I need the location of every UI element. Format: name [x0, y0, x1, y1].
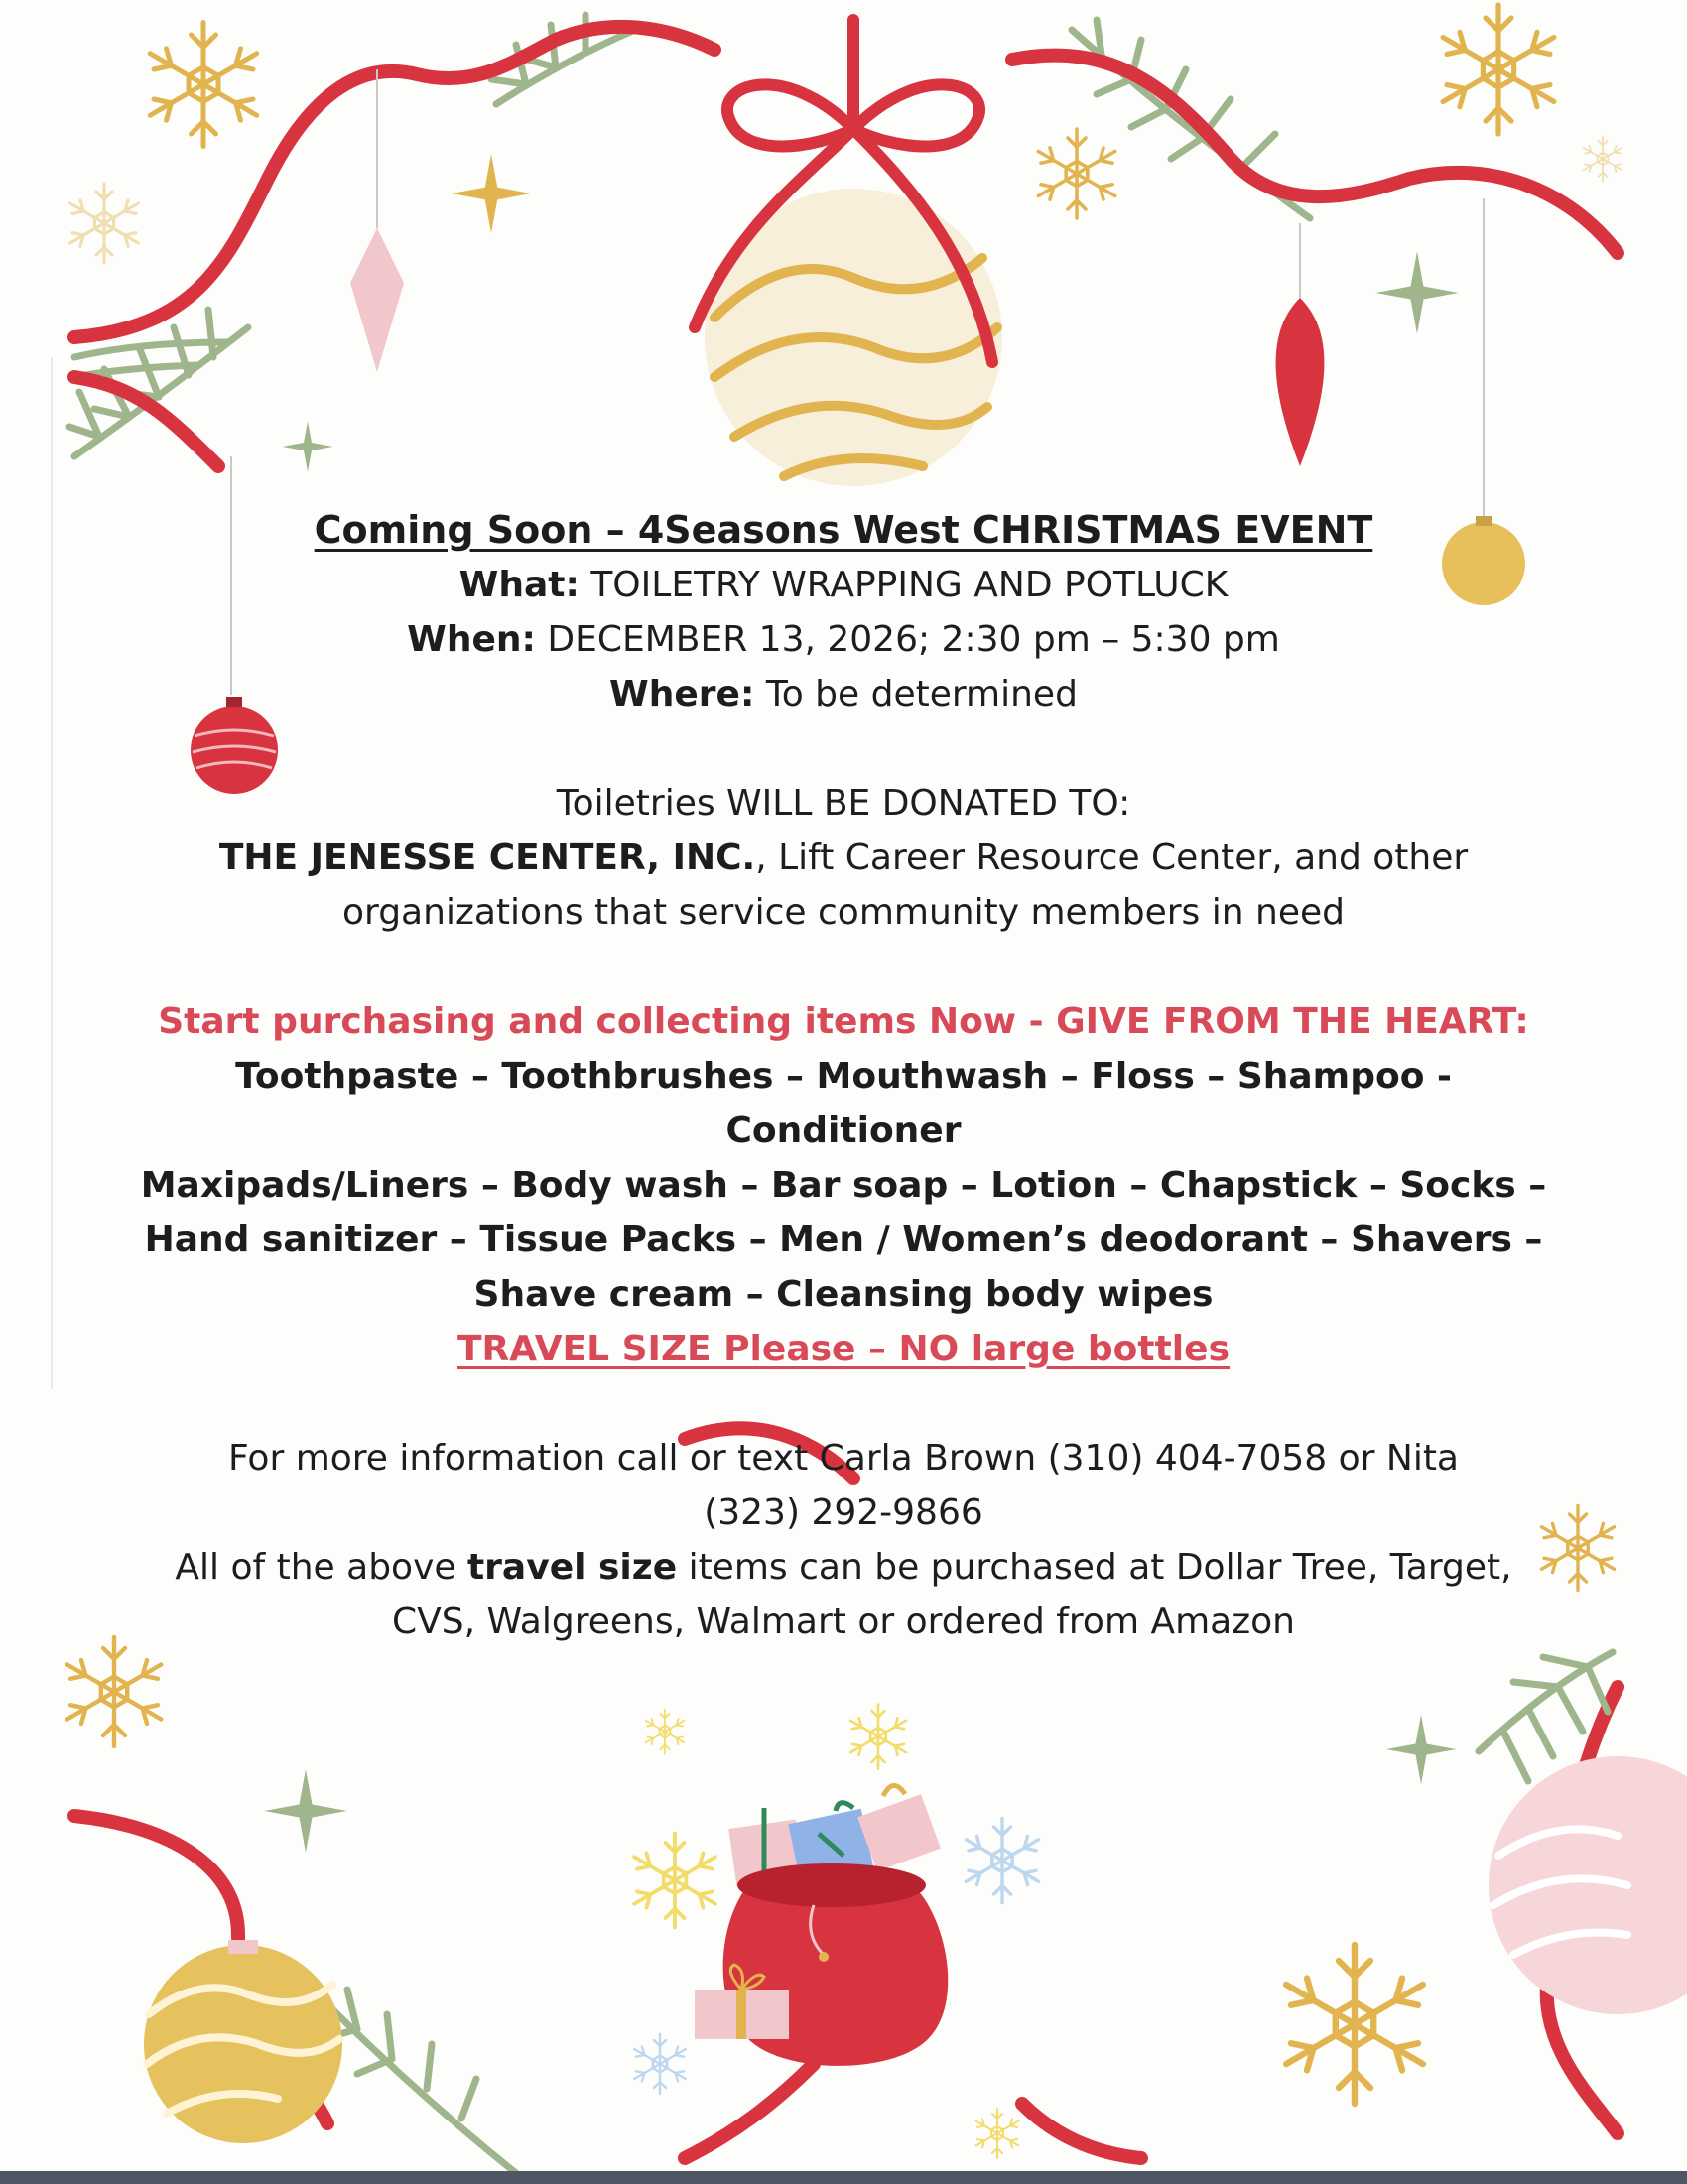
gold-snowflake-icon: [67, 1637, 162, 1746]
pink-ornament-icon: [350, 69, 404, 372]
striped-bauble-icon: [1489, 1756, 1687, 2014]
gold-snowflake-icon: [150, 23, 257, 147]
when-label: When:: [407, 619, 536, 660]
what-label: What:: [458, 565, 580, 605]
red-ornament-icon: [1276, 223, 1325, 466]
green-sparkle-icon: [282, 421, 332, 471]
green-sparkle-icon: [1375, 251, 1458, 333]
org-name-bold: THE JENESSE CENTER, INC.: [218, 837, 756, 878]
event-title: Coming Soon – 4Seasons West CHRISTMAS EVENT: [314, 508, 1373, 552]
donation-intro: Toiletries WILL BE DONATED TO:: [556, 783, 1131, 824]
spacer: [119, 940, 1568, 994]
gold-snowflake-icon: [850, 1705, 906, 1769]
items-line: Conditioner: [725, 1110, 962, 1151]
items-line: Shave cream – Cleansing body wipes: [473, 1274, 1214, 1315]
gold-snowflake-icon: [634, 1834, 715, 1928]
scan-bottom-edge: [0, 2171, 1687, 2184]
stores-post: items can be purchased at Dollar Tree, Target,: [677, 1547, 1512, 1588]
contact-line2: (323) 292-9866: [704, 1492, 983, 1533]
where-label: Where:: [609, 674, 755, 714]
stores-pre: All of the above: [175, 1547, 467, 1588]
spacer: [119, 721, 1568, 776]
green-sparkle-icon: [1386, 1715, 1456, 1784]
spacer: [119, 1376, 1568, 1431]
what-value: TOILETRY WRAPPING AND POTLUCK: [590, 565, 1229, 605]
flyer-body: [119, 502, 1568, 1649]
blue-snowflake-icon: [634, 2034, 686, 2094]
items-line: Toothpaste – Toothbrushes – Mouthwash – Floss – Shampoo -: [235, 1056, 1452, 1096]
pine-branch-icon: [323, 1990, 516, 2173]
donation-orgs-line2: organizations that service community members in need: [342, 892, 1345, 933]
striped-bauble-icon: [144, 1940, 342, 2143]
travel-size-note: TRAVEL SIZE Please – NO large bottles: [457, 1329, 1230, 1369]
items-line: Maxipads/Liners – Body wash – Bar soap – Lotion – Chapstick – Socks –: [140, 1165, 1547, 1206]
gold-snowflake-icon: [1286, 1945, 1423, 2104]
items-heading: Start purchasing and collecting items Now - GIVE FROM THE HEART:: [158, 1001, 1529, 1042]
where-line: [119, 667, 1568, 721]
green-sparkle-icon: [264, 1769, 346, 1852]
contact-line1: For more information call or text Carla Brown (310) 404-7058 or Nita: [228, 1438, 1459, 1478]
items-line: Hand sanitizer – Tissue Packs – Men / Women’s deodorant – Shavers –: [144, 1220, 1543, 1260]
gold-snowflake-icon: [646, 1710, 685, 1754]
donation-orgs-line1: [119, 831, 1568, 885]
gold-snowflake-icon: [1038, 129, 1114, 218]
org-name-rest: , Lift Career Resource Center, and other: [755, 837, 1469, 878]
gold-snowflake-icon: [70, 184, 139, 263]
stores-bold: travel size: [466, 1547, 678, 1588]
stores-line1: [119, 1540, 1568, 1595]
where-value: To be determined: [765, 674, 1078, 714]
gold-sparkle-icon: [452, 154, 531, 233]
what-line: [119, 558, 1568, 612]
when-value: DECEMBER 13, 2026; 2:30 pm – 5:30 pm: [547, 619, 1280, 660]
gold-snowflake-icon: [1443, 5, 1554, 134]
stores-line2: CVS, Walgreens, Walmart or ordered from Amazon: [392, 1602, 1295, 1642]
when-line: [119, 612, 1568, 667]
gold-snowflake-icon: [976, 2109, 1019, 2158]
blue-snowflake-icon: [966, 1819, 1038, 1903]
gold-snowflake-icon: [1584, 137, 1622, 182]
